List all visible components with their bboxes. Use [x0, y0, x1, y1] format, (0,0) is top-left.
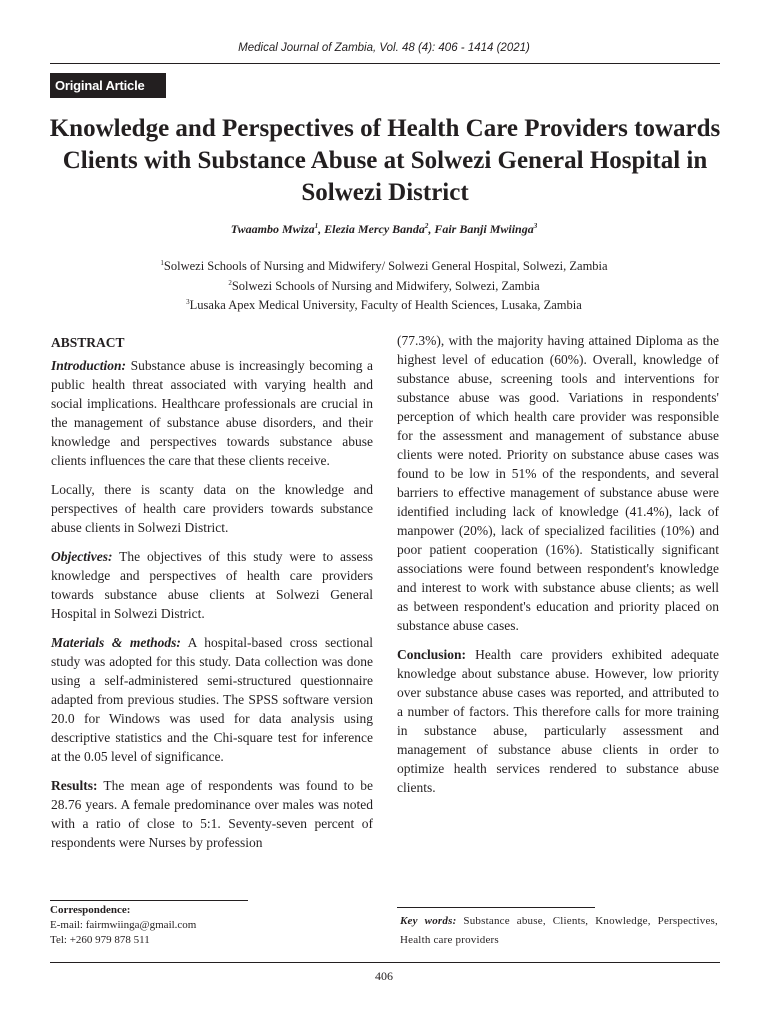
- introduction-text: Substance abuse is increasingly becoming a public health threat associated with varying health and social implications. Healthcare professionals are crucial in the management of substance abuse disorders, and their knowledge and perspectives towards substance abuse clients influences the care that these clients receive.: [51, 358, 373, 468]
- affiliation-text: Solwezi Schools of Nursing and Midwifery, Solwezi, Zambia: [231, 278, 540, 293]
- objectives-label: Objectives:: [51, 549, 113, 564]
- affiliation-list: [0, 255, 768, 314]
- keywords-rule: [397, 907, 595, 908]
- affiliation-number: 1: [160, 259, 164, 267]
- affiliation-text: Lusaka Apex Medical University, Faculty of Health Sciences, Lusaka, Zambia: [189, 298, 582, 313]
- correspondence-email: E-mail: fairmwiinga@gmail.com: [50, 919, 197, 931]
- results-continued-paragraph: (77.3%), with the majority having attained Diploma as the highest level of education (60%). Overall, knowledge of substance abuse, screening tools and interventions for substance abuse was good. Variations in respondents' perception of which health care provider was responsible for the assessment and management of substance abuse clients were noted. Priority on substance abuse cases was found to be low in 51% of the respondents, and several barriers to effective management of substance abuse were identified including lack of knowledge (41.4%), lack of manpower (20%), lack of specialized facilities (10%) and poor patient cooperation (16%). Statistically significant associations were found between respondent's knowledge and interest to work with substance abuse clients; as well as between respondent's education and priority placed on substance abuse cases.: [397, 333, 719, 633]
- author-list: [0, 222, 768, 237]
- keywords-label: Key words:: [400, 915, 457, 927]
- affiliation: [0, 255, 768, 275]
- footer-rule: [50, 962, 720, 963]
- correspondence-title: Correspondence:: [50, 904, 131, 916]
- page-number: 406: [375, 969, 393, 983]
- author-name: Elezia Mercy Banda: [324, 222, 425, 236]
- author-separator: ,: [428, 222, 435, 236]
- introduction-label: Introduction:: [51, 358, 127, 373]
- objectives-paragraph: [51, 547, 373, 623]
- results-label: Results:: [51, 778, 98, 793]
- author-name: Fair Banji Mwiinga: [434, 222, 534, 236]
- abstract-heading: ABSTRACT: [51, 335, 125, 350]
- affiliation-number: 2: [228, 278, 232, 287]
- author-affiliation-number: 3: [533, 222, 538, 230]
- methods-label: Materials & methods:: [51, 635, 181, 650]
- correspondence-block: [50, 903, 196, 948]
- keywords-text: Substance abuse, Clients, Knowledge, Perspectives, Health care providers: [400, 915, 718, 946]
- article-type-badge: Original Article: [50, 73, 166, 98]
- author-affiliation-number: 2: [424, 222, 429, 230]
- methods-paragraph: [51, 633, 373, 766]
- conclusion-paragraph: [397, 645, 719, 797]
- correspondence-rule: [50, 900, 248, 901]
- affiliation-text: Solwezi Schools of Nursing and Midwifery/ Solwezi General Hospital, Solwezi, Zambia: [163, 259, 608, 274]
- conclusion-text: Health care providers exhibited adequate knowledge about substance abuse. However, low priority over substance abuse cases was reported, and attributed to a number of factors. This therefore calls for more training in substance abuse, particularly assessment and management of substance abuse clients in order to optimize health services rendered to substance abuse clients.: [397, 647, 719, 795]
- results-text: The mean age of respondents was found to be 28.76 years. A female predominance over males was noted with a ratio of close to 5:1. Seventy-seven percent of respondents were Nurses by profession: [51, 778, 373, 850]
- correspondence-phone: Tel: +260 979 878 511: [50, 934, 150, 946]
- results-paragraph: [51, 776, 373, 852]
- author-separator: ,: [318, 222, 325, 236]
- methods-text: A hospital-based cross sectional study was adopted for this study. Data collection was done using a self-administered semi-structured questionnaire adapted from previous studies. The SPSS software version 20.0 for Windows was used for data analysis using descriptive statistics and the Chi-square test for inference at the 0.05 level of significance.: [51, 635, 374, 764]
- author-name: Twaambo Mwiza: [230, 222, 315, 236]
- abstract-right-column: [397, 331, 719, 807]
- affiliation-number: 3: [186, 298, 190, 307]
- keywords-block: [400, 912, 718, 950]
- local-context-paragraph: Locally, there is scanty data on the knowledge and perspectives of health care providers towards substance abuse clients in Solwezi District.: [51, 482, 373, 535]
- article-title: Knowledge and Perspectives of Health Care Providers towards Clients with Substance Abuse at Solwezi General Hospital in Solwezi District: [49, 115, 721, 206]
- objectives-text: The objectives of this study were to assess knowledge and perspectives of health care providers towards substance abuse clients at Solwezi General Hospital in Solwezi District.: [51, 549, 373, 621]
- abstract-left-column: [51, 333, 373, 862]
- conclusion-label: Conclusion:: [397, 647, 467, 662]
- affiliation: [0, 294, 768, 314]
- affiliation: [0, 275, 768, 295]
- journal-header: Medical Journal of Zambia, Vol. 48 (4): 406 - 1414 (2021): [238, 42, 530, 54]
- introduction-paragraph: [51, 356, 373, 470]
- author-affiliation-number: 1: [314, 222, 319, 230]
- header-rule: [50, 63, 720, 64]
